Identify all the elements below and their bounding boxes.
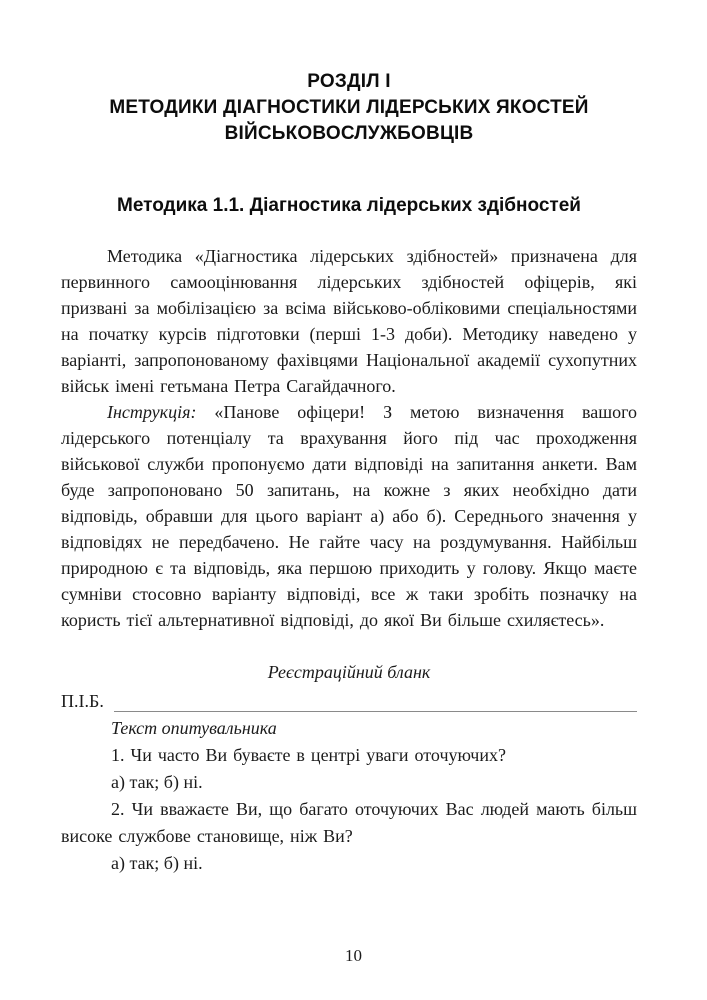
question-2: 2. Чи вважаєте Ви, що багато оточуючих Вас людей мають більш високе службове становище, ніж Ви? [61,799,637,846]
name-blank-line [114,711,637,712]
page-content [0,69,707,877]
name-field-label: П.І.Б. [61,691,104,711]
answer-options-2: а) так; б) ні. [111,853,203,873]
answer-options-1: а) так; б) ні. [111,772,203,792]
instruction-paragraph [61,399,637,633]
instruction-text: «Панове офіцери! З метою визначення вашого лідерського потенціалу та врахування його під час проходження військової служби пропонуємо дати відповіді на запитання анкети. Вам буде запропоновано 50 запитань, на кожне з яких необхідно дати відповідь, обравши для цього варіант а) або б). Середнього значення у відповідях не передбачено. Не гайте часу на роздумування. Найбільш природною є та відповідь, яка першою приходить у голову. Якщо маєте сумніви стосовно варіанту відповіді, все ж таки зробіть позначку на користь тієї альтернативної відповіді, до якої Ви більше схиляєтесь». [61,402,638,630]
page-number: 10 [345,946,362,965]
chapter-heading [61,69,637,147]
section-heading: Методика 1.1. Діагностика лідерських здібностей [117,195,581,216]
intro-paragraph: Методика «Діагностика лідерських здібностей» призначена для первинного самооцінювання лідерських здібностей офіцерів, які призвані за мобілізацією за всіма військово-обліковими спеціальностями на початку курсів підготовки (перші 1-3 доби). Методику наведено у варіанті, запропонованому фахівцями Національної академії сухопутних військ імені гетьмана Петра Сагайдачного. [61,246,637,396]
chapter-title-line-2: ВІЙСЬКОВОСЛУЖБОВЦІВ [224,123,474,144]
chapter-title-line-1: МЕТОДИКИ ДІАГНОСТИКИ ЛІДЕРСЬКИХ ЯКОСТЕЙ [109,97,589,118]
question-1: 1. Чи часто Ви буваєте в центрі уваги оточуючих? [111,745,506,765]
body-text [61,243,637,633]
instruction-lead: Інструкція: [107,402,197,422]
name-field-row [61,688,637,715]
chapter-number: РОЗДІЛ І [307,71,391,92]
questionnaire-heading: Текст опитувальника [111,718,277,738]
registration-form-title: Реєстраційний бланк [267,662,431,682]
